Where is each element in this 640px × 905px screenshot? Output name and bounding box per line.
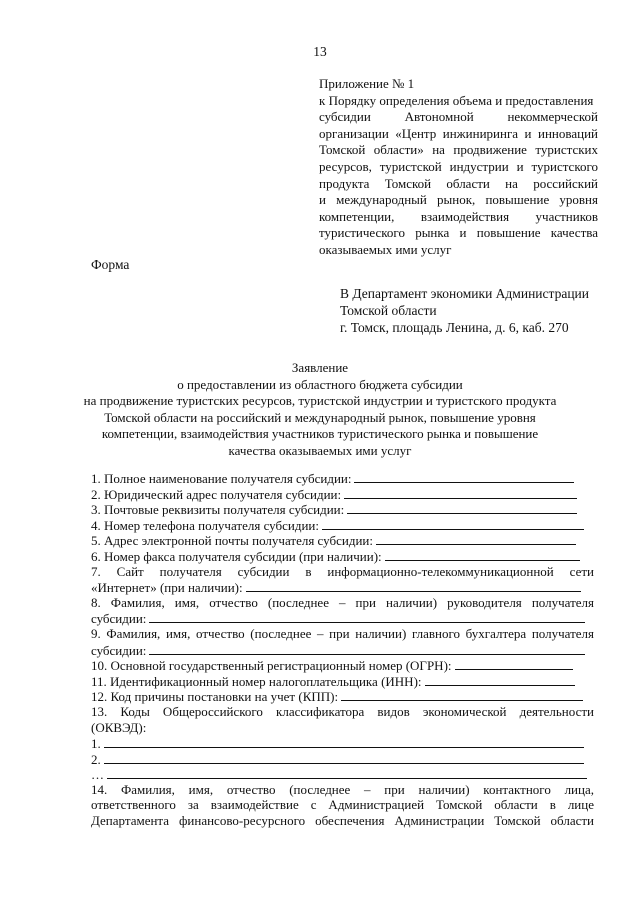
field-email <box>91 532 594 548</box>
field-contact-person-cont: Департамента финансово-ресурсного обеспечения Администрации Томской области <box>91 813 594 829</box>
okved-item <box>91 735 594 751</box>
appendix-line: организации «Центр инжиниринга и инноваций <box>319 125 598 141</box>
okved-number: … <box>91 767 104 783</box>
fill-line-phone[interactable] <box>322 517 584 530</box>
field-okved: 13. Коды Общероссийского классификатора видов экономической деятельности <box>91 703 594 719</box>
fill-line-postal-details[interactable] <box>347 501 577 514</box>
okved-item <box>91 751 594 767</box>
appendix-line: и международный рынок, повышение уровня <box>319 192 598 208</box>
fill-line-okved-1[interactable] <box>104 735 584 748</box>
field-accountant-cont <box>91 642 594 658</box>
field-fax <box>91 548 594 564</box>
field-label: 1. Полное наименование получателя субсидии: <box>91 471 352 486</box>
field-label: 11. Идентификационный номер налогоплательщика (ИНН): <box>91 673 422 689</box>
okved-number: 2. <box>91 751 101 767</box>
field-postal-details <box>91 501 594 517</box>
fill-line-inn[interactable] <box>425 673 575 686</box>
application-fields <box>91 470 594 829</box>
fill-line-accountant[interactable] <box>149 642 585 655</box>
fill-line-ogrn[interactable] <box>455 657 573 670</box>
field-label: (ОКВЭД): <box>91 719 147 735</box>
fill-line-email[interactable] <box>376 532 576 545</box>
field-label: 5. Адрес электронной почты получателя субсидии: <box>91 533 373 549</box>
field-website: 7. Сайт получателя субсидии в информационно-телекоммуникационной сети <box>91 563 594 579</box>
appendix-line: продукта Томской области на российский <box>319 175 598 191</box>
appendix-block <box>319 76 598 259</box>
heading-line: на продвижение туристских ресурсов, туристской индустрии и туристского продукта <box>83 393 557 409</box>
field-label: 4. Номер телефона получателя субсидии: <box>91 517 319 533</box>
field-label: субсидии: <box>91 611 147 627</box>
appendix-line: туристического рынка и повышение качества <box>319 225 598 241</box>
field-full-name <box>91 470 594 486</box>
fill-line-director[interactable] <box>149 610 585 623</box>
field-website-cont <box>91 579 594 595</box>
appendix-line: Томской области» на продвижение туристских <box>319 142 598 158</box>
addressee-line: Томской области <box>340 303 437 318</box>
heading-line: Томской области на российский и международный рынок, повышение уровня <box>104 409 536 425</box>
field-ogrn <box>91 657 594 673</box>
field-label: 12. Код причины постановки на учет (КПП): <box>91 689 339 705</box>
fill-line-kpp[interactable] <box>341 688 583 701</box>
field-label: 3. Почтовые реквизиты получателя субсидии: <box>91 502 345 518</box>
fill-line-legal-address[interactable] <box>344 486 577 499</box>
appendix-line: оказываемых ими услуг <box>319 241 452 257</box>
field-phone <box>91 517 594 533</box>
field-legal-address <box>91 486 594 502</box>
fill-line-website[interactable] <box>246 579 581 592</box>
field-label: субсидии: <box>91 642 147 658</box>
okved-item <box>91 766 594 782</box>
field-director: 8. Фамилия, имя, отчество (последнее – при наличии) руководителя получателя <box>91 594 594 610</box>
field-okved-cont <box>91 720 594 736</box>
appendix-title: Приложение № 1 <box>319 76 415 91</box>
fill-line-fax[interactable] <box>385 548 580 561</box>
fill-line-okved-3[interactable] <box>107 766 587 779</box>
fill-line-full-name[interactable] <box>354 470 574 483</box>
field-label: «Интернет» (при наличии): <box>91 580 243 596</box>
addressee-line: В Департамент экономики Администрации <box>340 286 589 301</box>
form-label: Форма <box>91 257 130 272</box>
field-label: 10. Основной государственный регистрационный номер (ОГРН): <box>91 658 452 674</box>
heading-title: Заявление <box>291 360 349 375</box>
addressee-block <box>340 285 610 336</box>
field-contact-person-cont: ответственного за взаимодействие с Администрацией Томской области в лице <box>91 797 594 813</box>
field-kpp <box>91 688 594 704</box>
field-label: 6. Номер факса получателя субсидии (при наличии): <box>91 548 382 564</box>
application-heading <box>80 360 560 460</box>
page-number: 13 <box>313 44 327 59</box>
appendix-line: ресурсов, туристской индустрии и туристского <box>319 158 598 174</box>
field-label: 2. Юридический адрес получателя субсидии: <box>91 486 342 502</box>
appendix-line: к Порядку определения объема и предоставления <box>319 92 594 108</box>
fill-line-okved-2[interactable] <box>104 751 584 764</box>
heading-line: о предоставлении из областного бюджета субсидии <box>177 376 463 392</box>
addressee-line: г. Томск, площадь Ленина, д. 6, каб. 270 <box>340 320 569 335</box>
heading-line: компетенции, взаимодействия участников туристического рынка и повышение <box>101 426 539 442</box>
field-contact-person: 14. Фамилия, имя, отчество (последнее – при наличии) контактного лица, <box>91 781 594 797</box>
okved-number: 1. <box>91 736 101 752</box>
field-accountant: 9. Фамилия, имя, отчество (последнее – при наличии) главного бухгалтера получателя <box>91 625 594 641</box>
appendix-line: субсидии Автономной некоммерческой <box>319 109 598 125</box>
heading-line: качества оказываемых ими услуг <box>228 442 412 458</box>
appendix-line: компетенции, взаимодействия участников <box>319 208 598 224</box>
field-inn <box>91 673 594 689</box>
field-director-cont <box>91 610 594 626</box>
